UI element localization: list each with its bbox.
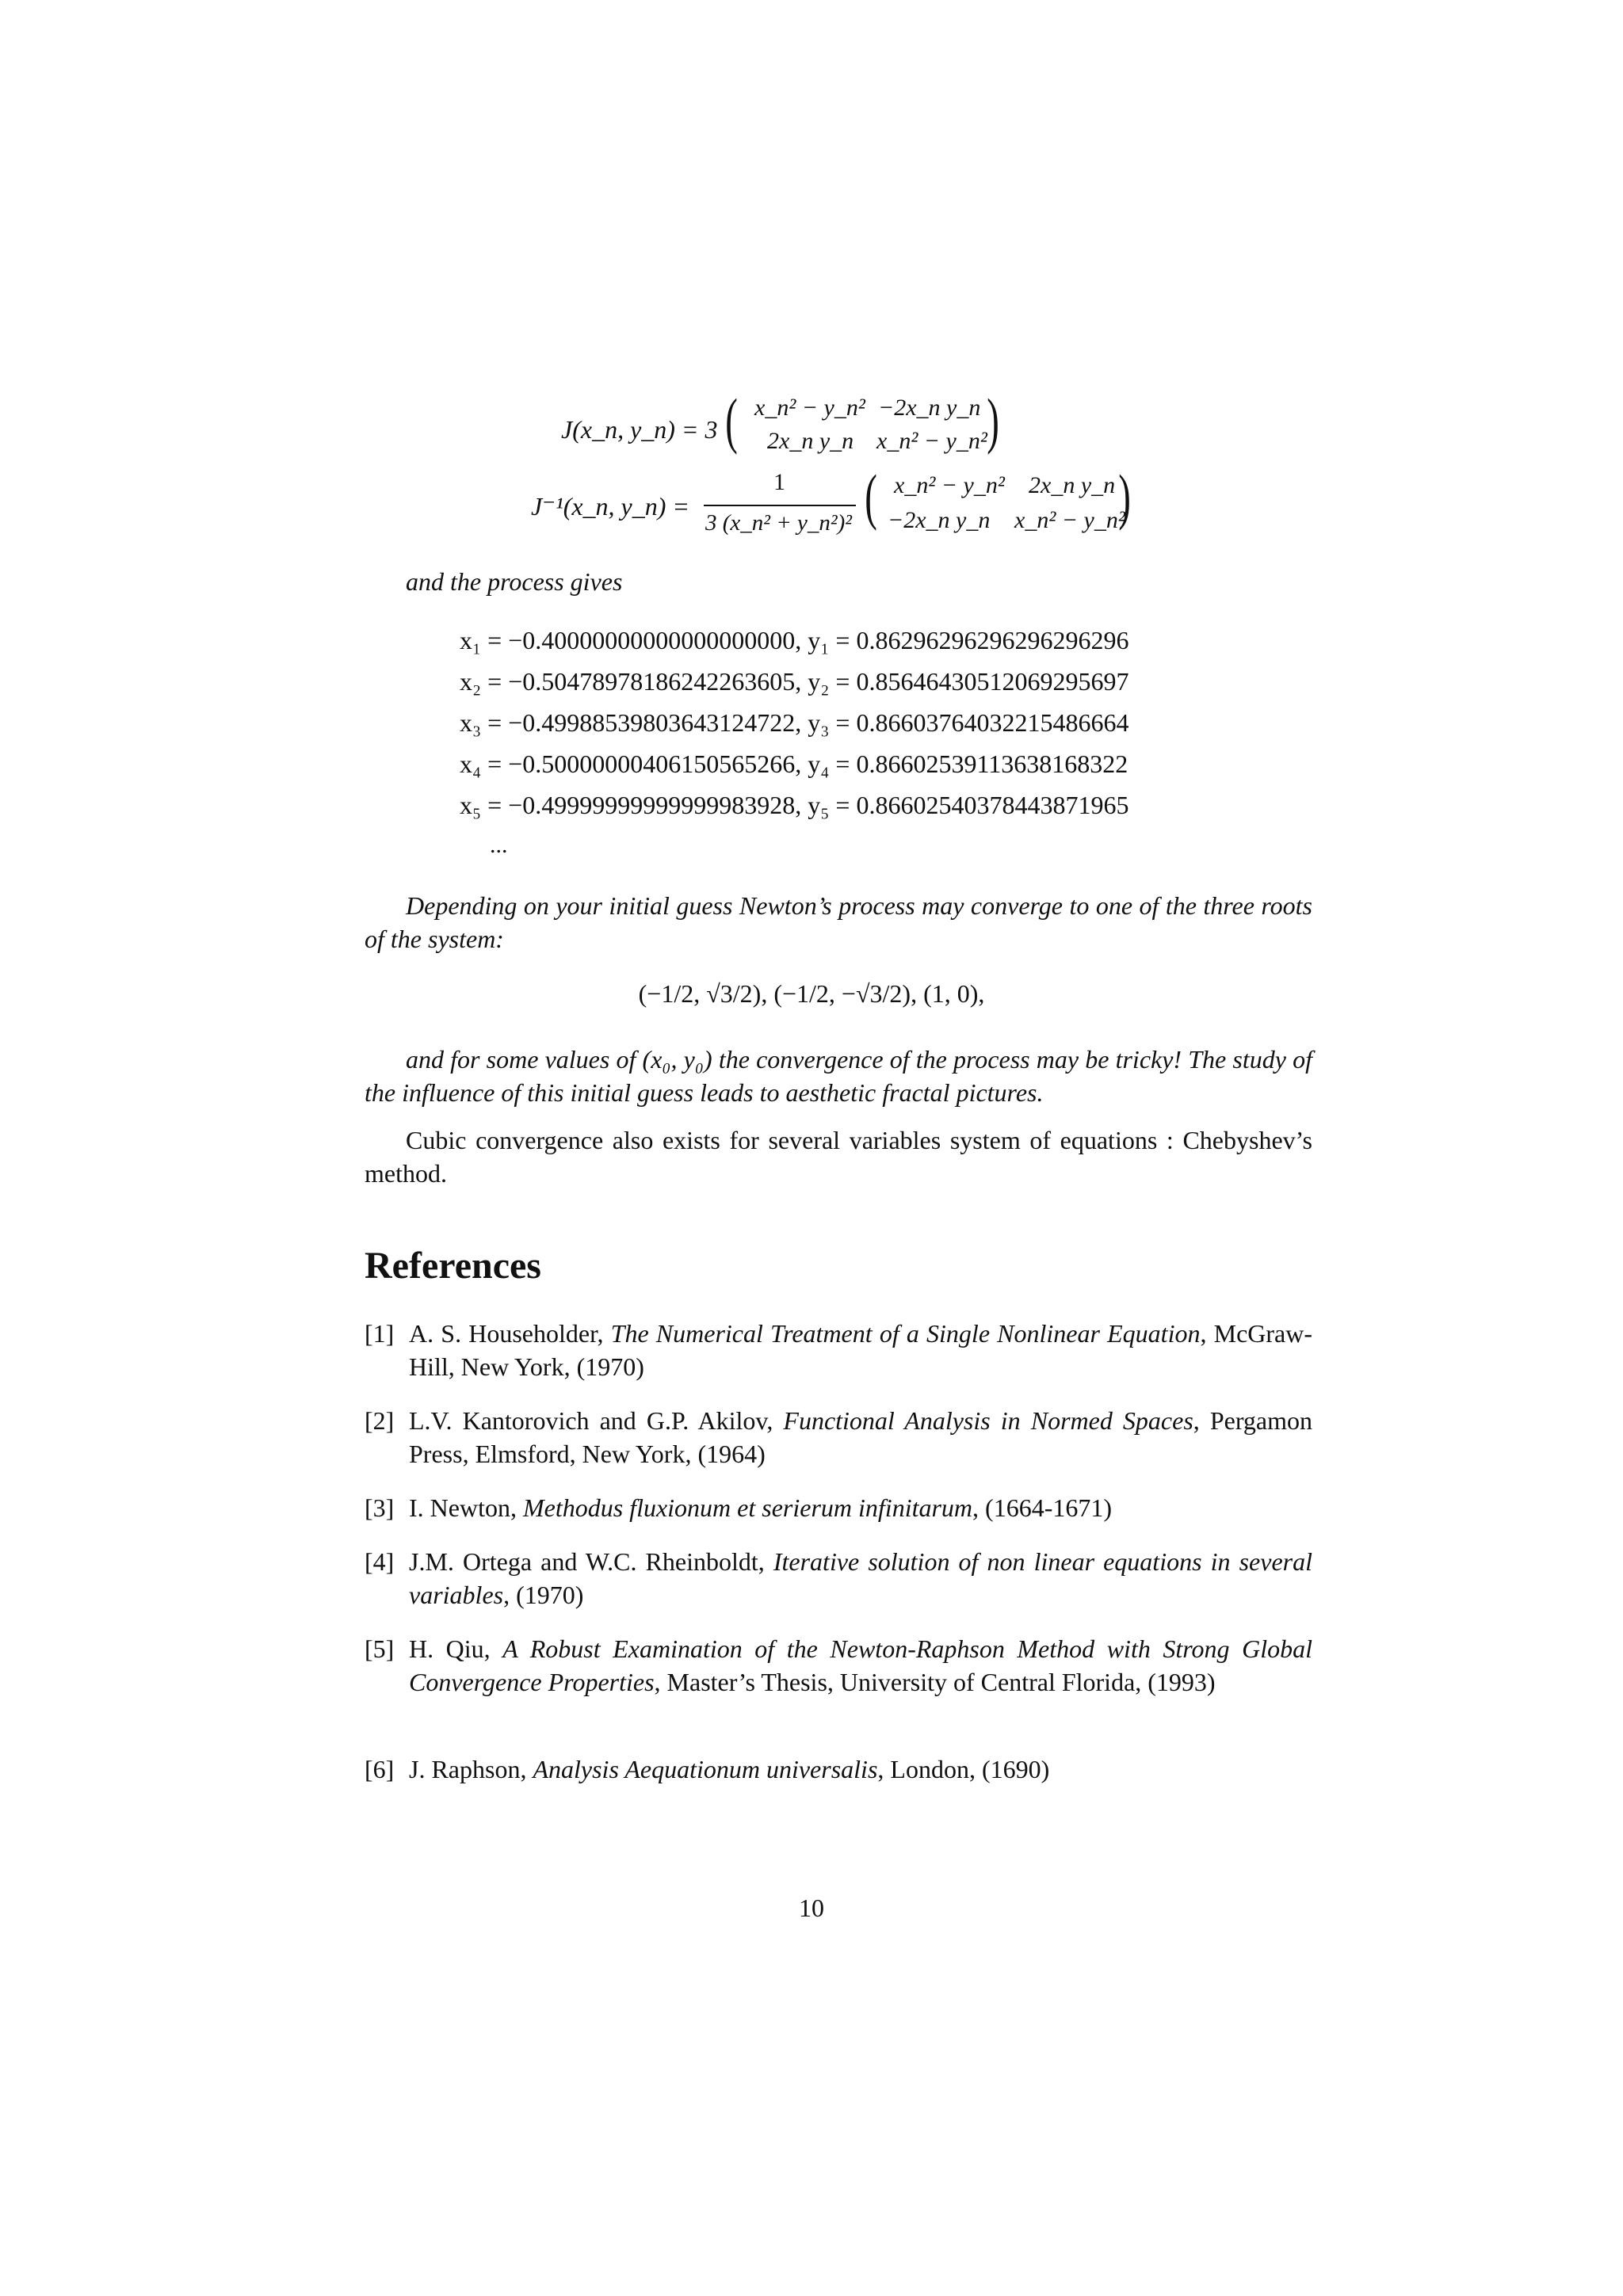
reference-author: H. Qiu, [409,1634,503,1663]
reference-details: , (1664-1671) [972,1493,1112,1522]
reference-item [365,1404,1312,1470]
reference-number: [3] [365,1493,395,1522]
left-paren: ( [725,386,738,455]
roots-equation: (−1/2, √3/2), (−1/2, −√3/2), (1, 0), [638,979,985,1008]
iteration-row: x₄ = −0.50000000406150565266, y₄ = 0.86602539113638168322 [460,749,1128,778]
reference-number: [2] [365,1406,395,1435]
matrix-cell: x_n² − y_n² [754,395,865,421]
matrix-cell: x_n² − y_n² [894,472,1005,498]
iteration-row: x₃ = −0.49988539803643124722, y₃ = 0.86603764032215486664 [460,708,1129,737]
reference-item [365,1317,1312,1383]
reference-title: Methodus fluxionum et serierum infinitarum [522,1493,973,1522]
iteration-row: x₂ = −0.50478978186242263605, y₂ = 0.85646430512069295697 [460,667,1129,696]
matrix-cell: x_n² − y_n² [876,428,987,454]
reference-title: A Robust Examination of the Newton-Raphson Method with Strong Global Convergence Properties [409,1634,1313,1696]
inverse-jacobian-lhs: J⁻¹(x_n, y_n) = [531,492,689,521]
fraction-denominator: 3 (x_n² + y_n²)² [705,510,852,536]
reference-details: , Master’s Thesis, University of Central Florida, (1993) [654,1668,1216,1696]
fraction-bar [704,505,856,506]
jacobian-lhs: J(x_n, y_n) = 3 [561,415,718,444]
matrix-cell: 2x_n y_n [767,428,854,454]
reference-item [365,1632,1312,1699]
fraction-numerator: 1 [773,469,785,495]
paragraph-tricky: and for some values of (x₀, y₀) the convergence of the process may be tricky! The study of the influence of this initial guess leads to aesthetic fractal pictures. [365,1045,1312,1107]
reference-details: , Pergamon Press, Elmsford, New York, (1964) [409,1406,1313,1468]
right-paren: ) [1118,462,1131,531]
reference-details: , McGraw-Hill, New York, (1970) [409,1319,1313,1381]
ellipsis: ... [490,832,508,858]
left-paren: ( [865,462,877,531]
reference-details: , (1970) [503,1581,584,1609]
page-number: 10 [799,1894,824,1922]
process-intro: and the process gives [406,567,623,596]
reference-number: [5] [365,1634,395,1663]
reference-author: J.M. Ortega and W.C. Rheinboldt, [409,1547,773,1576]
reference-title: The Numerical Treatment of a Single Nonlinear Equation [610,1319,1201,1348]
reference-author: J. Raphson, [409,1755,533,1783]
reference-author: A. S. Householder, [409,1319,611,1348]
reference-details: , London, (1690) [877,1755,1050,1783]
references-heading: References [365,1245,541,1287]
right-paren: ) [987,386,999,455]
matrix-cell: 2x_n y_n [1029,472,1116,498]
reference-title: Iterative solution of non linear equations in several variables [409,1547,1313,1609]
paragraph-roots: Depending on your initial guess Newton’s process may converge to one of the three roots of the system: [365,891,1312,953]
paragraph-cubic: Cubic convergence also exists for several variables system of equations : Chebyshev’s method. [365,1126,1312,1188]
reference-item [365,1753,1312,1786]
matrix-cell: −2x_n y_n [878,395,981,421]
reference-item [365,1491,1312,1524]
reference-title: Analysis Aequationum universalis [533,1755,878,1783]
matrix-cell: −2x_n y_n [888,507,991,533]
reference-author: I. Newton, [409,1493,523,1522]
reference-number: [4] [365,1547,395,1576]
reference-author: L.V. Kantorovich and G.P. Akilov, [409,1406,784,1435]
iteration-row: x₁ = −0.40000000000000000000, y₁ = 0.86296296296296296296 [460,626,1129,654]
matrix-cell: x_n² − y_n² [1014,507,1125,533]
iteration-row: x₅ = −0.49999999999999983928, y₅ = 0.86602540378443871965 [460,791,1129,819]
reference-title: Functional Analysis in Normed Spaces [783,1406,1193,1435]
reference-number: [1] [365,1319,395,1348]
reference-number: [6] [365,1755,395,1783]
reference-item [365,1545,1312,1611]
